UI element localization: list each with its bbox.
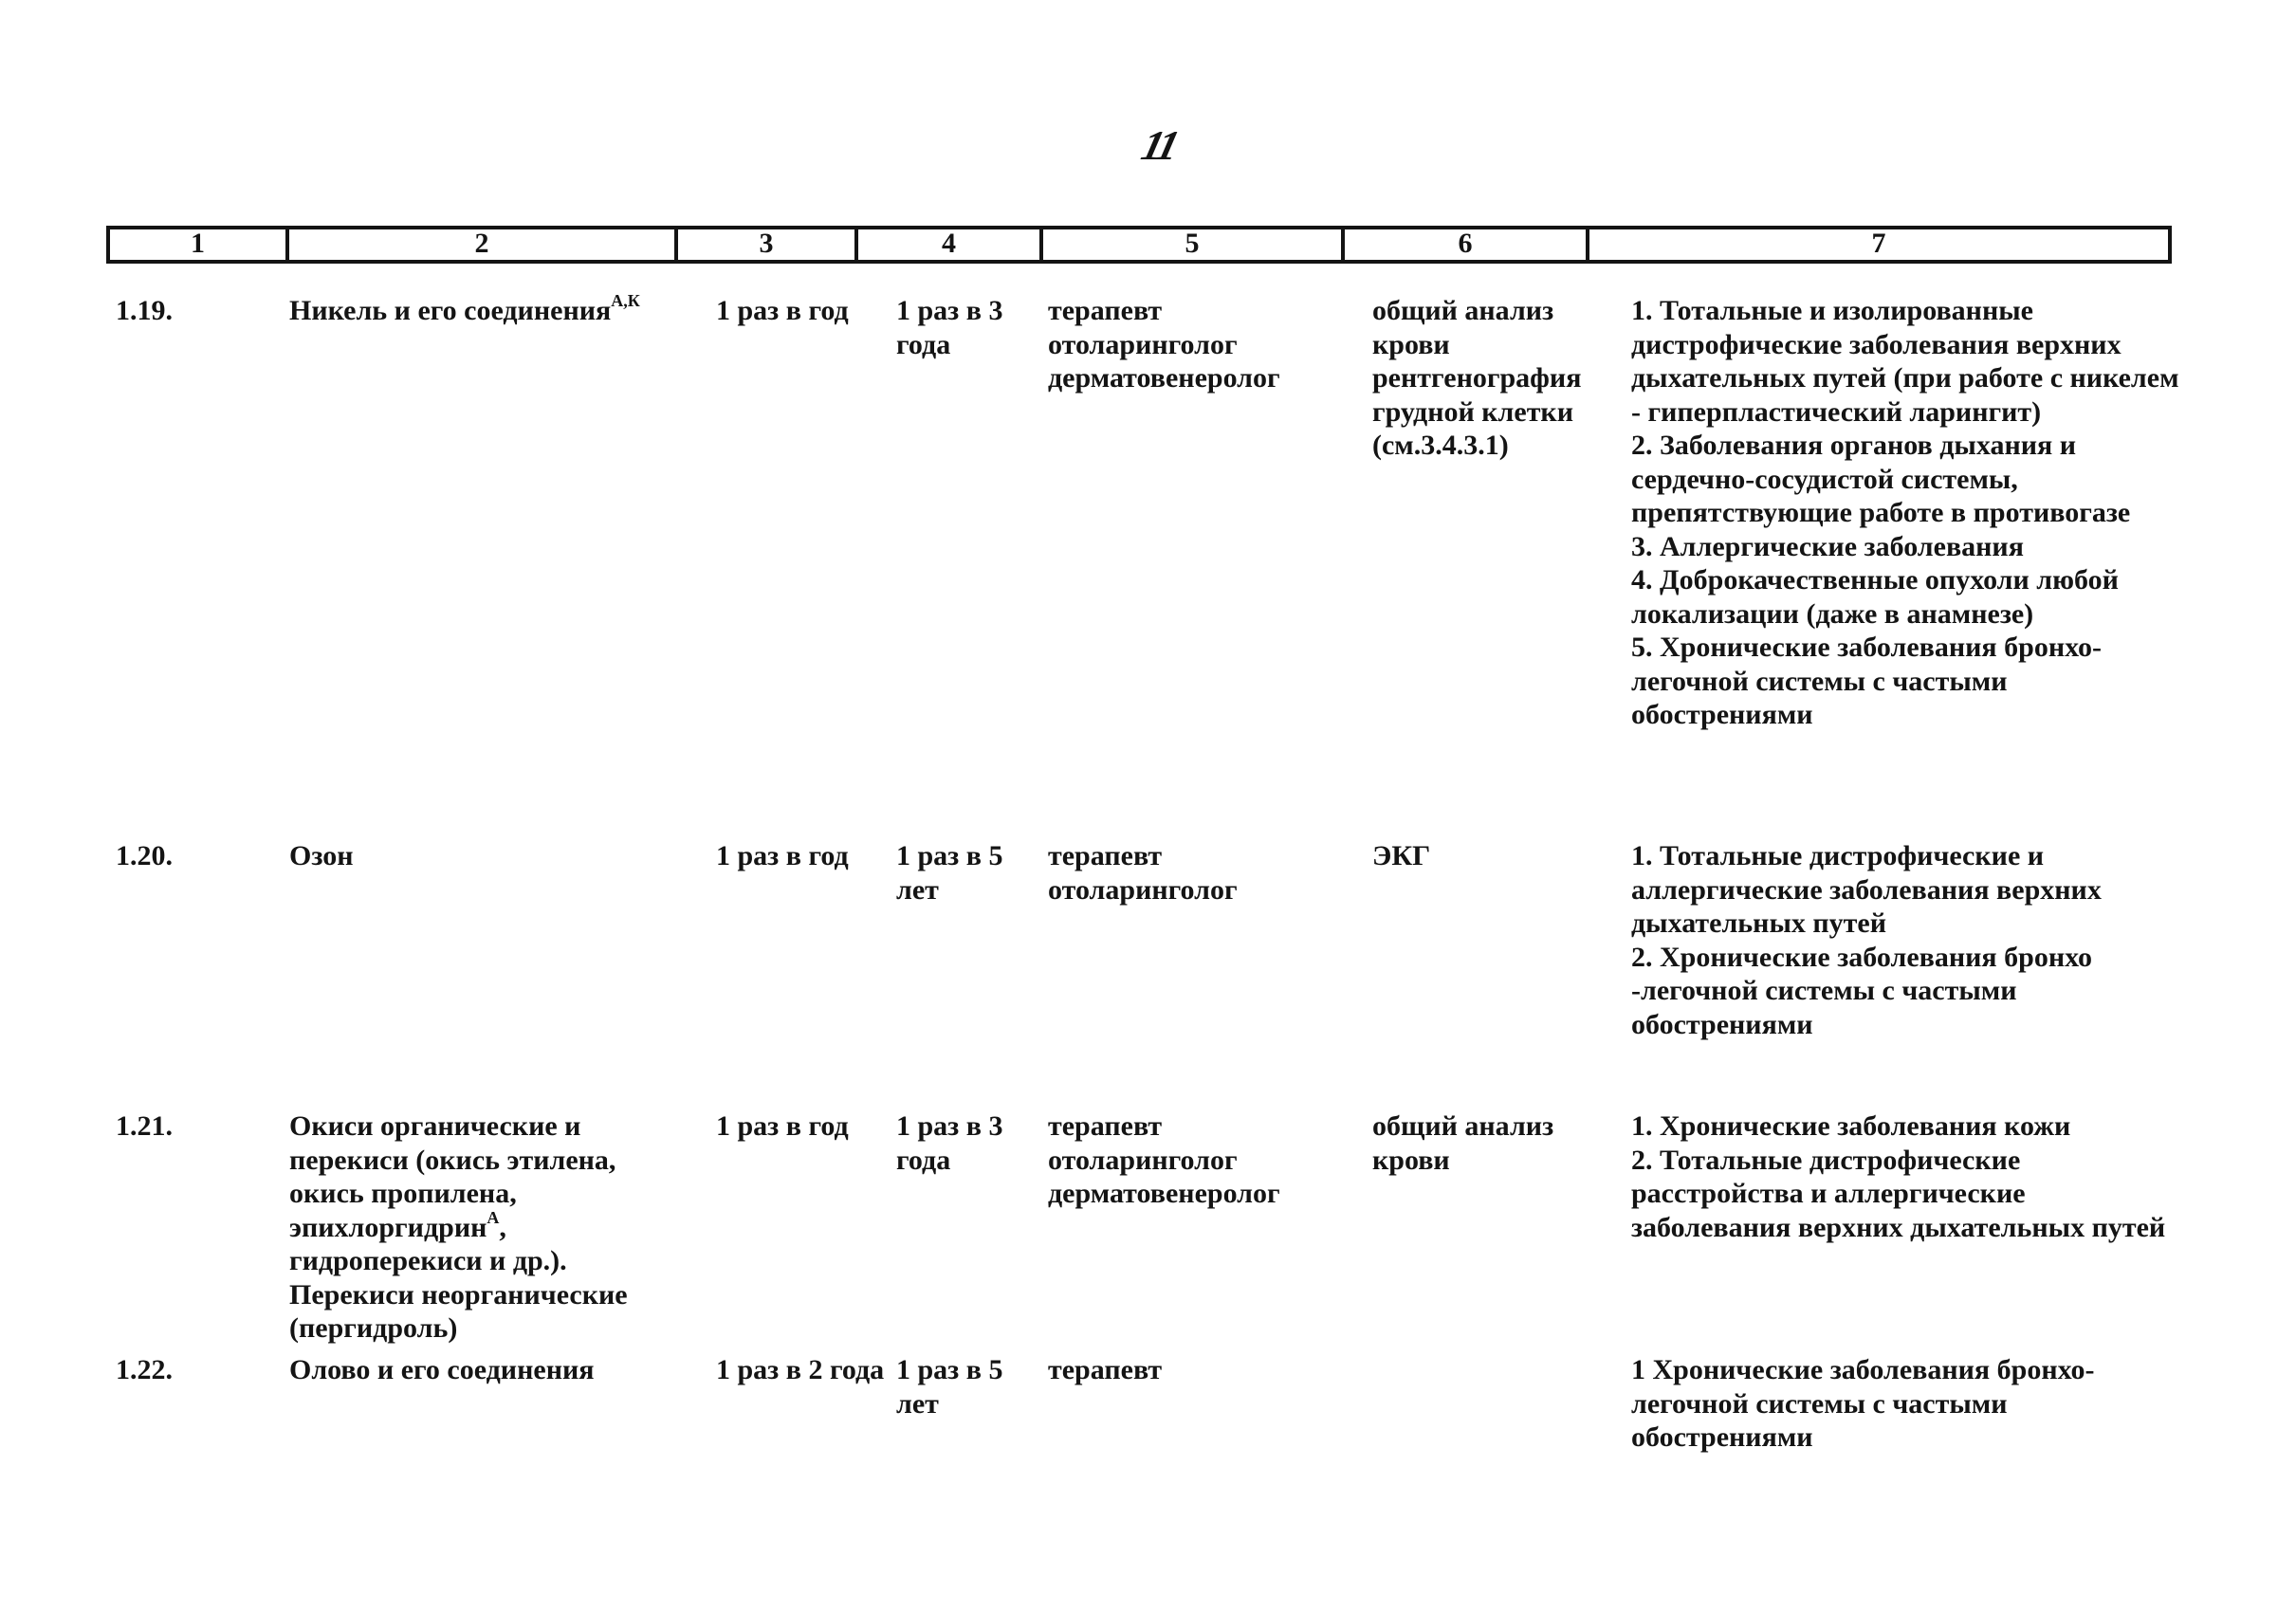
row-number: 1.20. <box>116 840 173 871</box>
examinations: общий анализ крови <box>1372 1110 1554 1176</box>
specialists: терапевт <box>1048 1354 1163 1385</box>
header-col-3: 3 <box>674 229 854 260</box>
header-col-1: 1 <box>191 228 205 259</box>
periodicity-inspection-alt: 1 раз в 5 лет <box>896 840 1003 906</box>
periodicity-inspection-alt: 1 раз в 5 лет <box>896 1354 1003 1420</box>
contraindications: 1. Тотальные и изолированные дистрофические заболевания верхних дыхательных путей (при работе с никелем - гиперпластический ларингит) 2. Заболевания органов дыхания и сердечно-сосудистой системы, препятствующие работе в противогазе 3. Аллергические заболевания 4. Доброкачественные опухоли любой локализации (даже в анамнезе) 5. Хронические заболевания бронхо-легочной системы с частыми обострениями <box>1631 295 2179 730</box>
contraindications: 1. Тотальные дистрофические и аллергические заболевания верхних дыхательных путей 2. Хронические заболевания бронхо -легочной системы с частыми обострениями <box>1631 840 2102 1040</box>
periodicity-inspection-alt: 1 раз в 3 года <box>896 1110 1003 1176</box>
substance-name: Никель и его соединения$^{А,К}$ <box>289 291 640 326</box>
periodicity-inspection: 1 раз в 2 года <box>716 1354 885 1385</box>
header-col-6: 6 <box>1341 229 1586 260</box>
substance-name: Окиси органические и перекиси (окись этилена, окись пропилена, эпихлоргидрин$^А$, гидроперекиси и др.). Перекиси неорганические (пергидроль) <box>289 1110 628 1344</box>
table-header <box>106 226 2172 264</box>
examinations: ЭКГ <box>1372 840 1431 871</box>
examinations: общий анализ крови рентгенография грудной клетки (см.3.4.3.1) <box>1372 295 1582 461</box>
specialists: терапевт отоларинголог дерматовенеролог <box>1048 295 1280 394</box>
header-col-7: 7 <box>1586 229 2168 260</box>
row-number: 1.22. <box>116 1354 173 1385</box>
substance-name: Озон <box>289 840 354 871</box>
header-col-5: 5 <box>1039 229 1341 260</box>
row-number: 1.19. <box>116 295 173 326</box>
contraindications: 1. Хронические заболевания кожи 2. Тотальные дистрофические расстройства и аллергические заболевания верхних дыхательных путей <box>1631 1110 2166 1243</box>
periodicity-inspection: 1 раз в год <box>716 840 849 871</box>
page-number: 11 <box>1136 122 1181 169</box>
specialists: терапевт отоларинголог <box>1048 840 1238 906</box>
substance-name: Олово и его соединения <box>289 1354 595 1385</box>
specialists: терапевт отоларинголог дерматовенеролог <box>1048 1110 1280 1209</box>
contraindications: 1 Хронические заболевания бронхо-легочной системы с частыми обострениями <box>1631 1354 2095 1453</box>
periodicity-inspection: 1 раз в год <box>716 295 849 326</box>
periodicity-inspection-alt: 1 раз в 3 года <box>896 295 1003 360</box>
periodicity-inspection: 1 раз в год <box>716 1110 849 1142</box>
row-number: 1.21. <box>116 1110 173 1142</box>
header-col-4: 4 <box>854 229 1039 260</box>
header-col-2: 2 <box>285 229 674 260</box>
